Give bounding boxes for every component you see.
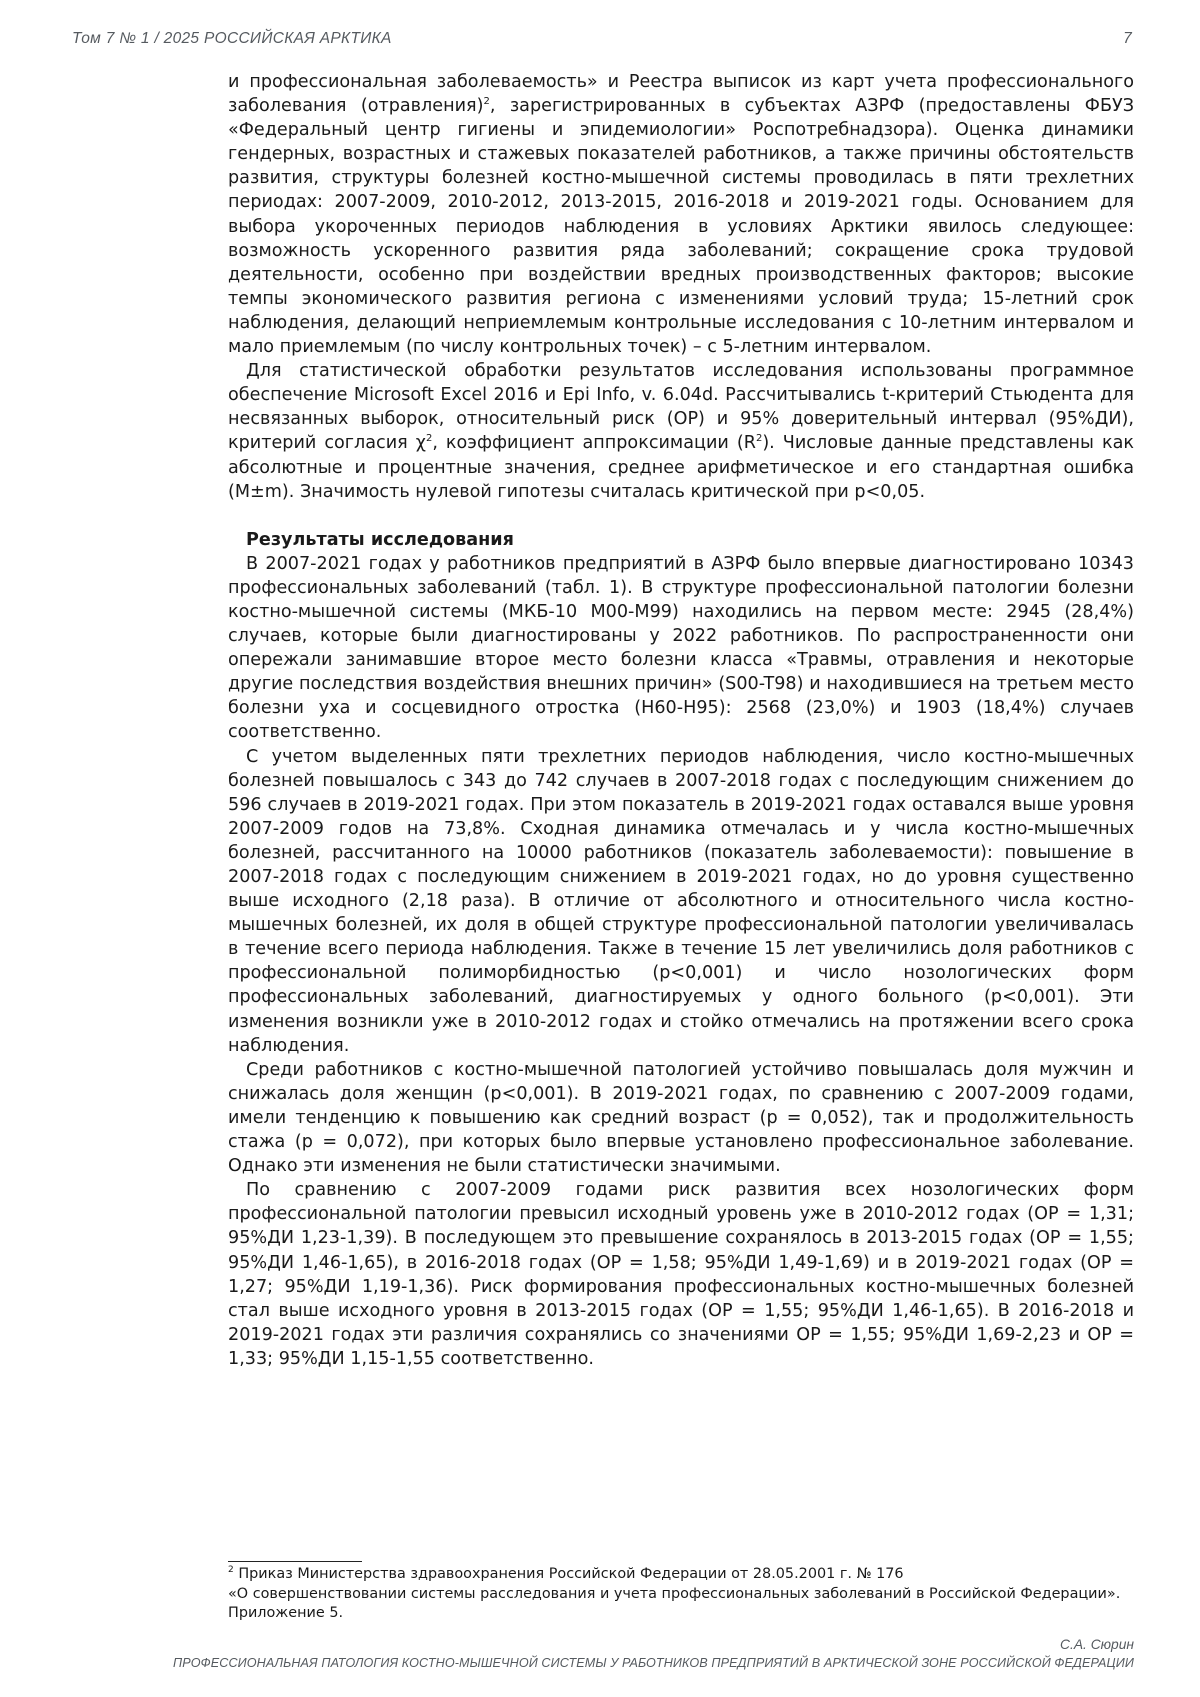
running-footer: [34, 1636, 1134, 1672]
paragraph-statistics-text-3: ). Числовые данные представлены как абсолютные и процентные значения, среднее арифметическое и его стандартная ошибка (M±m). Значимость нулевой гипотезы считалась критической при p<0,05.: [228, 433, 1134, 502]
paragraph-results-demographics: Среди работников с костно-мышечной патологией устойчиво повышалась доля мужчин и снижалась доля женщин (p<0,001). В 2019-2021 годах, по сравнению с 2007-2009 годами, имели тенденцию к повышению как средний возраст (p = 0,052), так и продолжительность стажа (p = 0,072), при которых было впервые установлено профессиональное заболевание. Однако эти изменения не были статистически значимыми.: [228, 1059, 1134, 1177]
section-heading-results: Результаты исследования: [246, 529, 514, 550]
paragraph-data-sources-text-start: и профессиональная заболеваемость» и Реестра выписок из карт учета профессионального заболевания (отравления): [228, 72, 1134, 117]
paragraph-statistics-text-1: Для статистической обработки результатов исследования использованы программное обеспечение Microsoft Excel 2016 и Epi Info, v. 6.04d. Рассчитывались t-критерий Стьюдента для несвязанных выборок, относительный риск (ОР) и 95% доверительный интервал (95%ДИ), критерий согласия χ: [228, 361, 1134, 454]
paragraph-results-overview: В 2007-2021 годах у работников предприятий в АЗРФ было впервые диагностировано 10343 профессиональных заболеваний (табл. 1). В структуре профессиональной патологии болезни костно-мышечной системы (МКБ-10 M00-M99) находились на первом месте: 2945 (28,4%) случаев, которые были диагностированы у 2022 работников. По распространенности они опережали занимавшие второе место болезни класса «Травмы, отравления и некоторые другие последствия воздействия внешних причин» (S00-T98) и находившиеся на третьем место болезни уха и сосцевидного отростка (H60-H95): 2568 (23,0%) и 1903 (18,4%) случаев соответственно.: [228, 553, 1134, 743]
footnote-line-1: [228, 1565, 1134, 1585]
journal-issue-title: Том 7 № 1 / 2025 РОССИЙСКАЯ АРКТИКА: [72, 30, 392, 47]
chi-square-exponent: 2: [425, 433, 433, 445]
footnote-line-2: «О совершенствовании системы расследования и учета профессиональных заболеваний в Российской Федерации». Приложение 5.: [228, 1585, 1121, 1621]
footnote-text-1: Приказ Министерства здравоохранения Российской Федерации от 28.05.2001 г. № 176: [238, 1566, 904, 1582]
footnote: [228, 1565, 1134, 1624]
running-header: [72, 30, 1132, 54]
paragraph-statistics: [228, 359, 1134, 504]
article-body: [228, 70, 1134, 1371]
page-number: 7: [1123, 30, 1132, 47]
footnote-marker: 2: [228, 1565, 234, 1576]
paragraph-data-sources-text-end: , зарегистрированных в субъектах АЗРФ (предоставлены ФБУЗ «Федеральный центр гигиены и эпидемиологии» Роспотребнадзора). Оценка динамики гендерных, возрастных и стажевых показателей работников, а также причины обстоятельств развития, структуры болезней костно-мышечной системы проводилась в пяти трехлетних периодах: 2007-2009, 2010-2012, 2013-2015, 2016-2018 и 2019-2021 годы. Основанием для выбора укороченных периодов наблюдения в условиях Арктики явилось следующее: возможность ускоренного развития ряда заболеваний; сокращение срока трудовой деятельности, особенно при воздействии вредных производственных факторов; высокие темпы экономического развития региона с изменениями условий труда; 15-летний срок наблюдения, делающий неприемлемым контрольные исследования с 10-летним интервалом и мало приемлемым (по числу контрольных точек) – с 5-летним интервалом.: [228, 96, 1135, 358]
footer-article-title: ПРОФЕССИОНАЛЬНАЯ ПАТОЛОГИЯ КОСТНО-МЫШЕЧНОЙ СИСТЕМЫ У РАБОТНИКОВ ПРЕДПРИЯТИЙ В АРКТИЧЕСКОЙ ЗОНЕ РОССИЙСКОЙ ФЕДЕРАЦИИ: [173, 1656, 1134, 1670]
paragraph-data-sources: [228, 70, 1134, 359]
footnote-reference: 2: [483, 96, 490, 108]
footnote-divider: [228, 1561, 362, 1562]
r-squared-exponent: 2: [755, 433, 763, 445]
paragraph-statistics-text-2: , коэффициент аппроксимации (R: [432, 433, 756, 454]
paragraph-results-risk: По сравнению с 2007-2009 годами риск развития всех нозологических форм профессиональной патологии превысил исходный уровень уже в 2010-2012 годах (ОР = 1,31; 95%ДИ 1,23-1,39). В последующем это превышение сохранялось в 2013-2015 годах (ОР = 1,55; 95%ДИ 1,46-1,65), в 2016-2018 годах (ОР = 1,58; 95%ДИ 1,49-1,69) и в 2019-2021 годах (ОР = 1,27; 95%ДИ 1,19-1,36). Риск формирования профессиональных костно-мышечных болезней стал выше исходного уровня в 2013-2015 годах (ОР = 1,55; 95%ДИ 1,46-1,65). В 2016-2018 и 2019-2021 годах эти различия сохранялись со значениями ОР = 1,55; 95%ДИ 1,69-2,23 и ОР = 1,33; 95%ДИ 1,15-1,55 соответственно.: [228, 1180, 1134, 1369]
footer-author: С.А. Сюрин: [1060, 1637, 1134, 1652]
paragraph-results-dynamics: С учетом выделенных пяти трехлетних периодов наблюдения, число костно-мышечных болезней повышалось с 343 до 742 случаев в 2007-2018 годах с последующим снижением до 596 случаев в 2019-2021 годах. При этом показатель в 2019-2021 годах оставался выше уровня 2007-2009 годов на 73,8%. Сходная динамика отмечалась и у числа костно-мышечных болезней, рассчитанного на 10000 работников (показатель заболеваемости): повышение в 2007-2018 годах с последующим снижением в 2019-2021 годах, но до уровня существенно выше исходного (2,18 раза). В отличие от абсолютного и относительного числа костно-мышечных болезней, их доля в общей структуре профессиональной патологии увеличивалась в течение всего периода наблюдения. Также в течение 15 лет увеличились доля работников с профессиональной полиморбидностью (p<0,001) и число нозологических форм профессиональных заболеваний, диагностируемых у одного больного (p<0,001). Эти изменения возникли уже в 2010-2012 годах и стойко отмечались на протяжении всего срока наблюдения.: [228, 746, 1134, 1056]
